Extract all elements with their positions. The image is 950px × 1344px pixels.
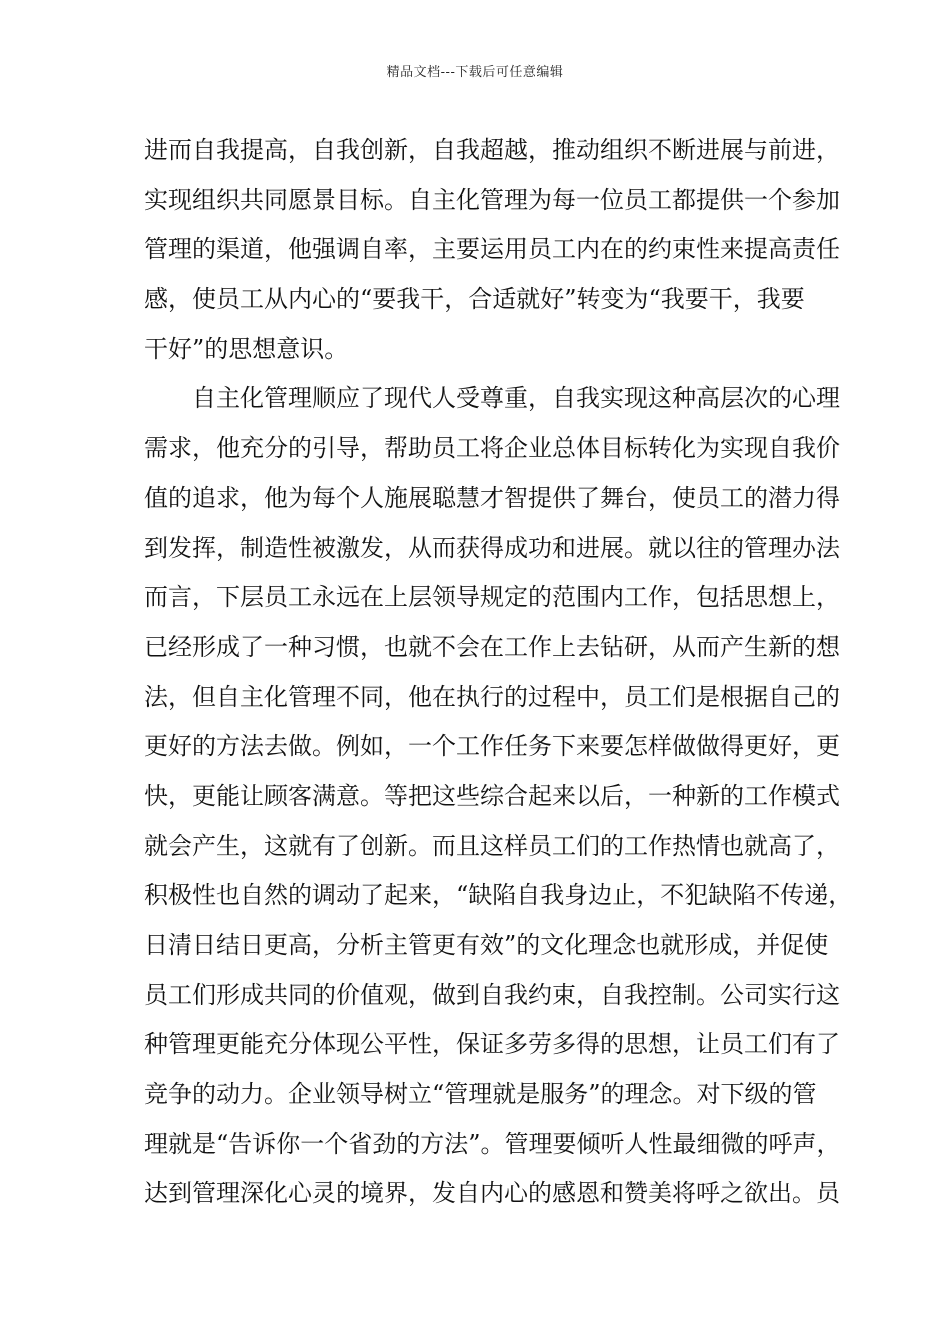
body-line: 快，更能让顾客满意。等把这些综合起来以后，一种新的工作模式 — [144, 781, 840, 810]
body-line: 感，使员工从内心的“要我干，合适就好”转变为“我要干，我要 — [144, 285, 805, 314]
body-line: 而言，下层员工永远在上层领导规定的范围内工作，包括思想上， — [144, 583, 840, 612]
body-line: 更好的方法去做。例如，一个工作任务下来要怎样做做得更好，更 — [144, 732, 840, 761]
body-line: 自主化管理顺应了现代人受尊重，自我实现这种高层次的心理 — [192, 384, 840, 413]
body-line: 已经形成了一种习惯，也就不会在工作上去钻研，从而产生新的想 — [144, 632, 840, 661]
body-line: 理就是“告诉你一个省劲的方法”。管理要倾听人性最细微的呼声， — [144, 1129, 841, 1158]
body-line: 积极性也自然的调动了起来，“缺陷自我身边止，不犯缺陷不传递， — [144, 881, 853, 910]
body-line: 到发挥，制造性被激发，从而获得成功和进展。就以往的管理办法 — [144, 533, 840, 562]
body-line: 值的追求，他为每个人施展聪慧才智提供了舞台，使员工的潜力得 — [144, 483, 840, 512]
body-line: 法，但自主化管理不同，他在执行的过程中，员工们是根据自己的 — [144, 682, 840, 711]
body-line: 需求，他充分的引导，帮助员工将企业总体目标转化为实现自我价 — [144, 434, 840, 463]
body-line: 管理的渠道，他强调自率，主要运用员工内在的约束性来提高责任 — [144, 235, 840, 264]
body-line: 就会产生，这就有了创新。而且这样员工们的工作热情也就高了， — [144, 831, 840, 860]
body-line: 竞争的动力。企业领导树立“管理就是服务”的理念。对下级的管 — [144, 1080, 817, 1109]
body-line: 日清日结日更高，分析主管更有效”的文化理念也就形成，并促使 — [144, 931, 829, 959]
body-line: 干好”的思想意识。 — [144, 334, 349, 363]
body-line: 种管理更能充分体现公平性，保证多劳多得的思想，让员工们有了 — [144, 1030, 840, 1059]
document-body — [144, 126, 853, 1219]
page-header: 精品文档---下载后可任意编辑 — [386, 65, 564, 80]
body-line: 员工们形成共同的价值观，做到自我约束，自我控制。公司实行这 — [144, 980, 840, 1009]
body-line: 实现组织共同愿景目标。自主化管理为每一位员工都提供一个参加 — [144, 185, 840, 214]
body-line: 进而自我提高，自我创新，自我超越，推动组织不断进展与前进， — [144, 136, 840, 164]
body-line: 达到管理深化心灵的境界，发自内心的感恩和赞美将呼之欲出。员 — [144, 1179, 840, 1208]
